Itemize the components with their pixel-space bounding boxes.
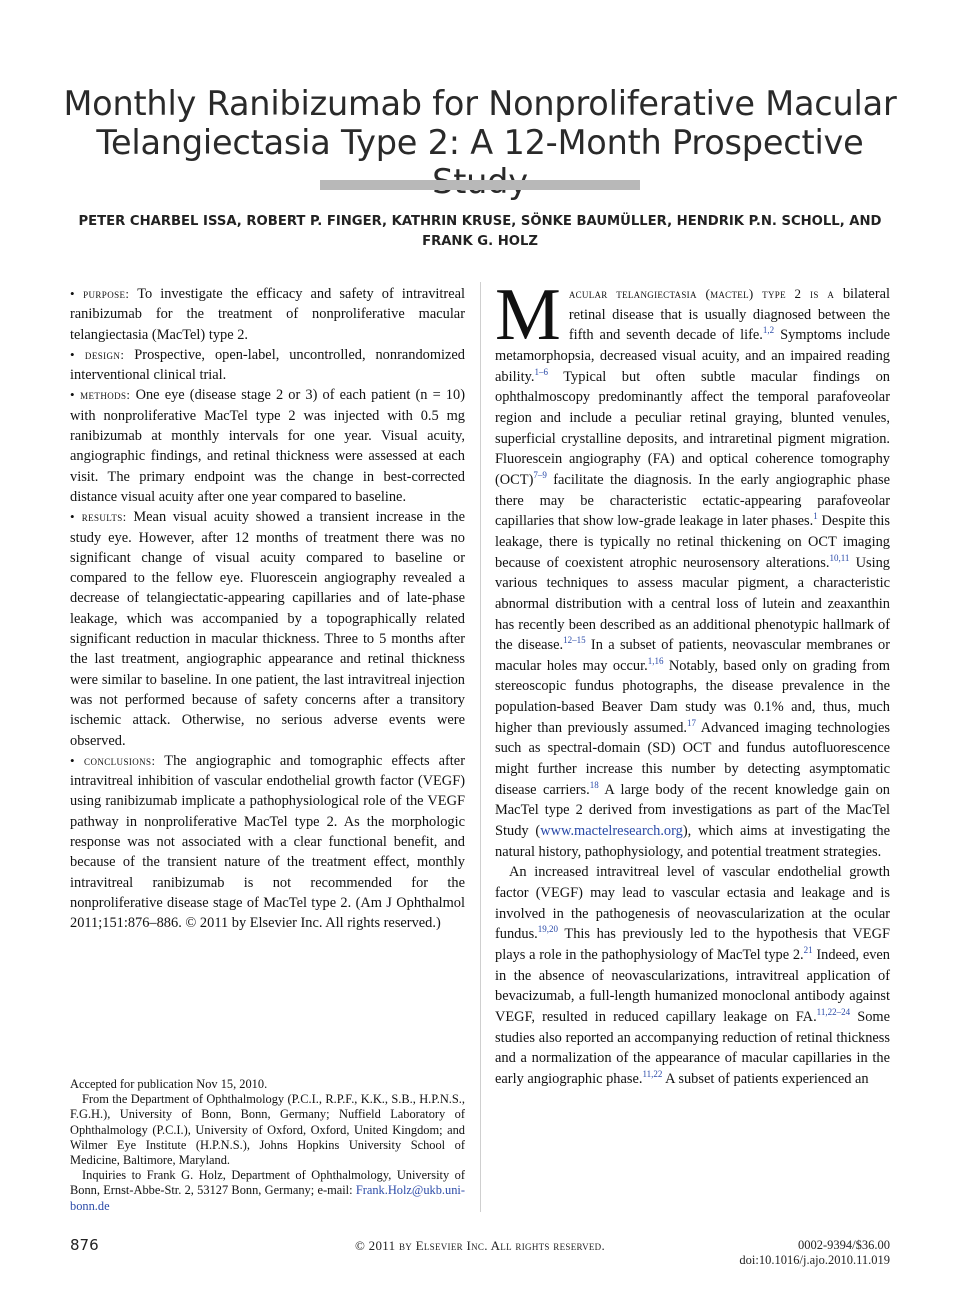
abstract-methods (70, 385, 465, 507)
accepted-note: Accepted for publication Nov 15, 2010. (70, 1077, 268, 1091)
citation-link[interactable]: 7–9 (533, 470, 547, 481)
conclusions-label: • conclusions: (70, 752, 156, 768)
title-divider (320, 180, 640, 190)
affiliations-note: From the Department of Ophthalmology (P.C.I., R.P.F., K.K., S.B., H.P.N.S., F.G.H.), University of Bonn, Bonn, Germany; Nuffield Laboratory of Ophthalmology (P.C.I.), University of Oxford, Oxford, United Kingdom; and Wilmer Eye Institute (H.P.N.S.), Johns Hopkins University School of Medicine, Baltimore, Maryland. (70, 1092, 465, 1168)
body-text-segment: Advanced imaging technologies such as spectral-domain (SD) OCT and fundus autofluorescence might further increase this number by detecting asymptomatic disease carriers. (495, 719, 890, 798)
purpose-text: To investigate the efficacy and safety of intravitreal ranibizumab for the treatment of nonproliferative macular telangiectasia (MacTel) type 2. (70, 286, 465, 343)
body-paragraph-1 (495, 274, 890, 862)
article-identifiers (739, 1238, 890, 1268)
citation-link[interactable]: 11,22–24 (816, 1007, 851, 1018)
design-label: • design: (70, 346, 125, 362)
citation-link[interactable]: 1,2 (762, 325, 775, 336)
body-text-segment: Typical but often subtle macular findings on ophthalmoscopy predominantly affect the temporal parafoveolar region and include a peculiar retinal graying, blunted venules, superficial crystalline deposits, and intraretinal pigment migration. Fluorescein angiography (FA) and optical coherence tomography (OCT) (495, 368, 890, 488)
column-rule (480, 282, 481, 1212)
design-text: Prospective, open-label, uncontrolled, nonrandomized interventional clinical trial. (70, 346, 465, 384)
body-text-segment: bilateral retinal disease that is usually diagnosed between the fifth and seventh decade of life. (568, 286, 890, 344)
citation-link[interactable]: 10,11 (829, 552, 850, 563)
methods-text: One eye (disease stage 2 or 3) of each patient (n = 10) with nonproliferative MacTel type 2 was injected with 0.5 mg ranibizumab at monthly intervals for one year. Visual acuity, angiographic findings, and retinal thickness were assessed at each visit. The primary endpoint was the change in best-corrected distance visual acuity after one year compared to baseline. (70, 387, 465, 505)
results-text: Mean visual acuity showed a transient increase in the study eye. However, after 12 months of treatment there was no significant change of visual acuity compared to baseline or compared to the fellow eye. Fluorescein angiography revealed a decrease of telangiectatic-appearing capillaries and of late-phase leakage, which was accompanied by a topographically related significant reduction in macular thickness. Three to 5 months after the last treatment, angiographic appearance and retinal thickness were similar to baseline. In one patient, the last intravitreal injection was not performed because of safety concerns after a transitory ischemic attack. Otherwise, no serious adverse events were observed. (70, 509, 465, 749)
body-text-segment: Some studies also reported an accompanying reduction of retinal thickness and a normalization of the appearance of macular capillaries in the early angiographic phase. (495, 1008, 890, 1087)
abstract-purpose (70, 284, 465, 345)
citation-link[interactable]: 21 (803, 945, 813, 956)
body-text-segment: In a subset of patients, neovascular membranes or macular holes may occur. (495, 637, 890, 674)
inquiries-note (70, 1168, 465, 1214)
issn: 0002-9394/$36.00 (797, 1238, 890, 1252)
author-list: PETER CHARBEL ISSA, ROBERT P. FINGER, KATHRIN KRUSE, SÖNKE BAUMÜLLER, HENDRIK P.N. SCHOLL, AND FRANK G. HOLZ (78, 214, 882, 249)
abstract-results (70, 507, 465, 751)
methods-label: • methods: (70, 387, 131, 403)
citation-link[interactable]: 12–15 (563, 635, 586, 646)
citation-link[interactable]: 1,16 (647, 656, 664, 667)
body-text-segment: This has previously led to the hypothesis that VEGF plays a role in the pathophysiology of MacTel type 2. (495, 926, 890, 963)
conclusions-text: The angiographic and tomographic effects after intravitreal inhibition of vascular endothelial growth factor (VEGF) using ranibizumab implicate a pathophysiological role of the VEGF pathway in nonproliferative MacTel type 2. As the morphologic response was not associated with a clear functional benefit, and because of the transient nature of the treatment effect, monthly intravitreal ranibizumab is not recommended for the nonproliferative disease stage of MacTel type 2. (Am J Ophthalmol 2011;151:876–886. © 2011 by Elsevier Inc. All rights reserved.) (70, 752, 465, 932)
citation-link[interactable]: 19,20 (537, 924, 559, 935)
body-text-segment: Using various techniques to assess macular pigment, a characteristic abnormal distribution with a central loss of lutein and zeaxanthin has recently been described as an additional phenotypic hallmark of the disease. (495, 554, 890, 654)
body-text-segment: Notably, based only on grading from stereoscopic fundus photographs, the disease prevalence in the population-based Beaver Dam study was 0.1% and, thus, much higher than previously assumed. (495, 657, 890, 736)
results-label: • results: (70, 509, 127, 525)
body-text-segment: Indeed, even in the absence of neovascularizations, intravitreal application of bevacizumab, a full-length humanized monoclonal antibody against VEGF, resulted in reduced capillary leakage on FA. (495, 947, 890, 1025)
body-text-segment: A subset of patients experienced an (662, 1070, 869, 1087)
body-text-segment: Despite this leakage, there is typically no retinal thickening on OCT imaging because of coexistent atrophic neurosensory alterations. (495, 513, 890, 571)
page-number: 876 (70, 1236, 99, 1254)
citation-link[interactable]: 17 (687, 717, 696, 728)
abstract-design (70, 345, 465, 386)
purpose-label: • purpose: (70, 286, 130, 301)
drop-cap: M (495, 274, 561, 356)
inquiries-text: Inquiries to Frank G. Holz, Department of Ophthalmology, University of Bonn, Ernst-Abbe-Str. 2, 53127 Bonn, Germany; e-mail: (70, 1168, 465, 1198)
body-text-segment: facilitate the diagnosis. In the early angiographic phase there may be characteristic ectatic-appearing parafoveolar capillaries that show low-grade leakage in later phases. (495, 471, 890, 530)
body-paragraph-2 (495, 862, 890, 1089)
article-notes (70, 1077, 465, 1214)
mactel-study-link[interactable]: www.mactelresearch.org (540, 823, 683, 840)
title-line-2: Telangiectasia Type 2: A 12-Month Prospective (96, 123, 864, 162)
abstract-conclusions (70, 751, 465, 934)
lead-in-caps: acular telangiectasia (mactel) type 2 is a (568, 286, 835, 301)
body-text-segment: Symptoms include metamorphopsia, decreased visual acuity, and an impaired reading ability. (495, 327, 890, 385)
body-text (495, 274, 890, 1090)
body-text-segment: ), which aims at investigating the natural history, pathophysiology, and potential treatment strategies. (495, 823, 890, 860)
citation-link[interactable]: 1 (813, 511, 818, 522)
citation-link[interactable]: 11,22 (642, 1069, 663, 1080)
copyright-notice: © 2011 by Elsevier Inc. All rights reserved. (354, 1238, 606, 1253)
citation-link[interactable]: 1–6 (534, 366, 548, 377)
abstract (70, 284, 465, 934)
body-text-segment: A large body of the recent knowledge gain on MacTel type 2 derived from investigations as part of the MacTel Study ( (495, 781, 890, 840)
title-line-1: Monthly Ranibizumab for Nonproliferative Macular (63, 84, 897, 123)
citation-link[interactable]: 18 (589, 779, 599, 790)
doi: doi:10.1016/j.ajo.2010.11.019 (739, 1253, 890, 1267)
body-text-segment: An increased intravitreal level of vascular endothelial growth factor (VEGF) may lead to vascular ectasia and leakage and is involved in the pathogenesis of neovascularization at the ocular fundus. (495, 864, 890, 943)
email-link[interactable]: Frank.Holz@ukb.uni-bonn.de (70, 1183, 465, 1213)
